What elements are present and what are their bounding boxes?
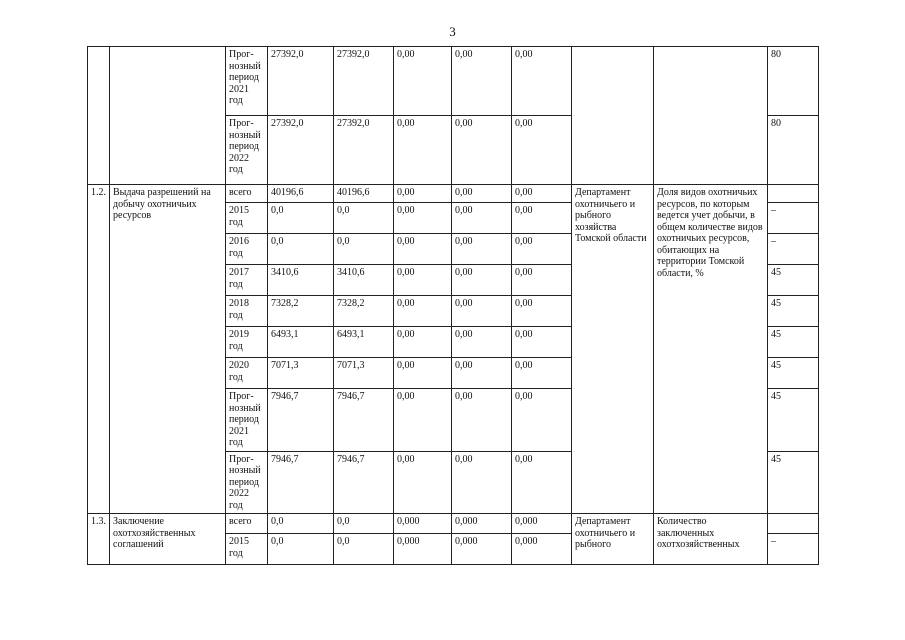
item-number [88, 47, 110, 185]
indicator-value-cell: 80 [768, 47, 819, 116]
table-row [88, 514, 819, 534]
regional-cell: 0,00 [394, 47, 452, 116]
table-body [88, 47, 819, 565]
period-cell: 2019 год [226, 327, 268, 358]
local-cell: 0,00 [452, 451, 512, 514]
regional-cell: 0,00 [394, 296, 452, 327]
federal-cell: 27392,0 [334, 116, 394, 185]
other-cell: 0,00 [512, 234, 572, 265]
other-cell: 0,00 [512, 265, 572, 296]
indicator-cell: Доля видов охотничьих ресурсов, по которым ведется учет добычи, в общем количестве видов охотничьих ресурсов, обитающих на территории Томской области, % [654, 185, 768, 514]
other-cell: 0,00 [512, 358, 572, 389]
total-cell: 0,0 [268, 203, 334, 234]
indicator-value-cell: 45 [768, 389, 819, 452]
indicator-value-cell: 45 [768, 327, 819, 358]
federal-cell: 0,0 [334, 534, 394, 565]
period-cell: 2020 год [226, 358, 268, 389]
indicator-value-cell: 80 [768, 116, 819, 185]
other-cell: 0,00 [512, 389, 572, 452]
other-cell: 0,00 [512, 327, 572, 358]
indicator-cell [654, 47, 768, 185]
regional-cell: 0,00 [394, 185, 452, 203]
indicator-value-cell: 45 [768, 265, 819, 296]
total-cell: 7328,2 [268, 296, 334, 327]
item-name: Заключение охотхозяйственных соглашений [110, 514, 226, 565]
federal-cell: 40196,6 [334, 185, 394, 203]
local-cell: 0,00 [452, 327, 512, 358]
total-cell: 0,0 [268, 234, 334, 265]
local-cell: 0,000 [452, 514, 512, 534]
total-cell: 40196,6 [268, 185, 334, 203]
federal-cell: 0,0 [334, 203, 394, 234]
regional-cell: 0,000 [394, 534, 452, 565]
local-cell: 0,00 [452, 358, 512, 389]
federal-cell: 7946,7 [334, 389, 394, 452]
regional-cell: 0,00 [394, 327, 452, 358]
indicator-value-cell [768, 514, 819, 534]
regional-cell: 0,00 [394, 265, 452, 296]
other-cell: 0,00 [512, 185, 572, 203]
item-number: 1.3. [88, 514, 110, 565]
period-cell: 2015 год [226, 203, 268, 234]
period-cell: 2015 год [226, 534, 268, 565]
regional-cell: 0,00 [394, 203, 452, 234]
table-row [88, 47, 819, 116]
period-cell: Прог- нозный период 2022 год [226, 451, 268, 514]
local-cell: 0,00 [452, 116, 512, 185]
page-number: 3 [449, 24, 456, 39]
total-cell: 27392,0 [268, 116, 334, 185]
local-cell: 0,00 [452, 203, 512, 234]
total-cell: 0,0 [268, 514, 334, 534]
total-cell: 7946,7 [268, 451, 334, 514]
period-cell: 2018 год [226, 296, 268, 327]
period-cell: Прог- нозный период 2022 год [226, 116, 268, 185]
regional-cell: 0,00 [394, 234, 452, 265]
other-cell: 0,00 [512, 451, 572, 514]
item-name: Выдача разрешений на добычу охотничьих ресурсов [110, 185, 226, 514]
other-cell: 0,000 [512, 514, 572, 534]
indicator-value-cell: – [768, 203, 819, 234]
period-cell: 2017 год [226, 265, 268, 296]
federal-cell: 7328,2 [334, 296, 394, 327]
indicator-value-cell [768, 185, 819, 203]
federal-cell: 0,0 [334, 514, 394, 534]
total-cell: 0,0 [268, 534, 334, 565]
regional-cell: 0,00 [394, 358, 452, 389]
local-cell: 0,00 [452, 47, 512, 116]
other-cell: 0,00 [512, 203, 572, 234]
federal-cell: 27392,0 [334, 47, 394, 116]
federal-cell: 3410,6 [334, 265, 394, 296]
other-cell: 0,00 [512, 296, 572, 327]
local-cell: 0,00 [452, 234, 512, 265]
indicator-value-cell: – [768, 234, 819, 265]
regional-cell: 0,000 [394, 514, 452, 534]
local-cell: 0,000 [452, 534, 512, 565]
period-cell: Прог- нозный период 2021 год [226, 47, 268, 116]
federal-cell: 7946,7 [334, 451, 394, 514]
total-cell: 7071,3 [268, 358, 334, 389]
local-cell: 0,00 [452, 185, 512, 203]
table-row [88, 185, 819, 203]
item-number: 1.2. [88, 185, 110, 514]
indicator-value-cell: 45 [768, 296, 819, 327]
total-cell: 7946,7 [268, 389, 334, 452]
executor-cell: Департамент охотничьего и рыбного [572, 514, 654, 565]
period-cell: всего [226, 514, 268, 534]
federal-cell: 6493,1 [334, 327, 394, 358]
regional-cell: 0,00 [394, 389, 452, 452]
regional-cell: 0,00 [394, 451, 452, 514]
indicator-cell: Количество заключенных охотхозяйственных [654, 514, 768, 565]
local-cell: 0,00 [452, 389, 512, 452]
total-cell: 3410,6 [268, 265, 334, 296]
regional-cell: 0,00 [394, 116, 452, 185]
total-cell: 27392,0 [268, 47, 334, 116]
indicator-value-cell: 45 [768, 358, 819, 389]
federal-cell: 0,0 [334, 234, 394, 265]
period-cell: Прог- нозный период 2021 год [226, 389, 268, 452]
other-cell: 0,00 [512, 47, 572, 116]
other-cell: 0,000 [512, 534, 572, 565]
period-cell: всего [226, 185, 268, 203]
program-budget-table [87, 46, 819, 565]
indicator-value-cell: – [768, 534, 819, 565]
local-cell: 0,00 [452, 296, 512, 327]
local-cell: 0,00 [452, 265, 512, 296]
period-cell: 2016 год [226, 234, 268, 265]
federal-cell: 7071,3 [334, 358, 394, 389]
total-cell: 6493,1 [268, 327, 334, 358]
item-name [110, 47, 226, 185]
other-cell: 0,00 [512, 116, 572, 185]
indicator-value-cell: 45 [768, 451, 819, 514]
executor-cell: Департамент охотничьего и рыбного хозяйства Томской области [572, 185, 654, 514]
executor-cell [572, 47, 654, 185]
